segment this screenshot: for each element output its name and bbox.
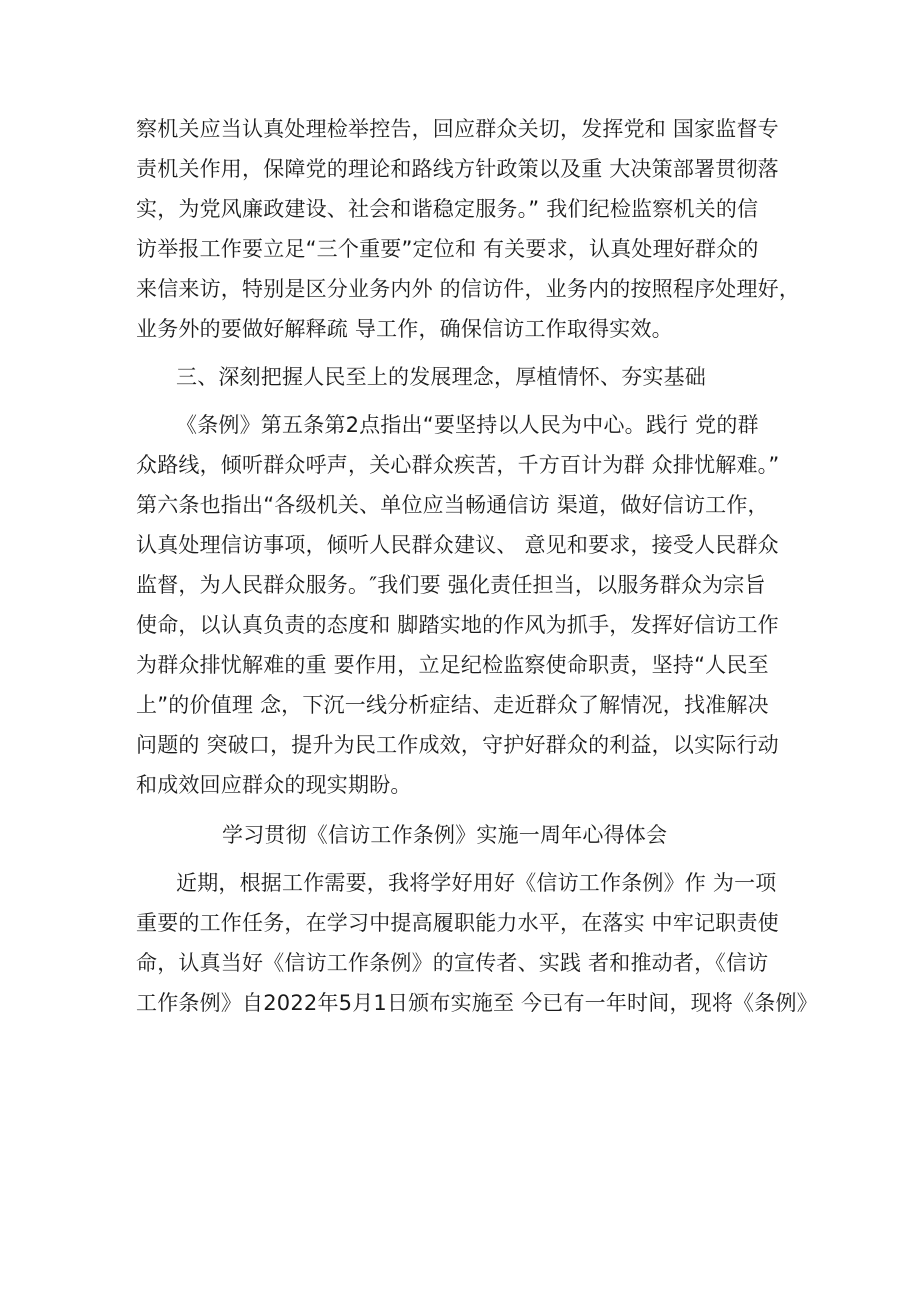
body-line: 工作条例》自2022年5月1日颁布实施至 今已有一年时间，现将《条例》	[136, 991, 818, 1015]
body-line: 访举报工作要立足“三个重要”定位和 有关要求，认真处理好群众的	[136, 237, 759, 261]
article-title: 学习贯彻《信访工作条例》实施一周年心得体会	[222, 823, 668, 847]
section-heading: 三、深刻把握人民至上的发展理念，厚植情怀、夯实基础	[176, 365, 706, 389]
body-line: 上”的价值理 念，下沉一线分析症结、走近群众了解情况，找准解决	[136, 693, 769, 717]
body-line: 监督，为人民群众服务。″我们要 强化责任担当，以服务群众为宗旨	[136, 573, 766, 597]
body-line: 第六条也指出“各级机关、单位应当畅通信访 渠道，做好信访工作，	[136, 493, 769, 517]
body-line: 来信来访，特别是区分业务内外 的信访件，业务内的按照程序处理好，	[136, 277, 801, 301]
body-line: 和成效回应群众的现实期盼。	[136, 773, 412, 797]
body-line: 重要的工作任务，在学习中提高履职能力水平，在落实 中牢记职责使	[136, 911, 779, 935]
body-line: 实，为党风廉政建设、社会和谐稳定服务。” 我们纪检监察机关的信	[136, 197, 759, 221]
body-line: 为群众排忧解难的重 要作用，立足纪检监察使命职责，坚持“人民至	[136, 653, 769, 677]
body-line: 认真处理信访事项，倾听人民群众建议、 意见和要求，接受人民群众	[136, 533, 779, 557]
body-line: 业务外的要做好解释疏 导工作，确保信访工作取得实效。	[136, 317, 673, 341]
body-line: 使命，以认真负责的态度和 脚踏实地的作风为抓手，发挥好信访工作	[136, 613, 779, 637]
body-line: 察机关应当认真处理检举控告，回应群众关切，发挥党和 国家监督专	[136, 117, 779, 141]
body-line: 近期，根据工作需要，我将学好用好《信访工作条例》作 为一项	[176, 871, 777, 895]
body-line: 命，认真当好《信访工作条例》的宣传者、实践 者和推动者，《信访	[136, 951, 769, 975]
body-line: 问题的 突破口，提升为民工作成效，守护好群众的利益，以实际行动	[136, 733, 779, 757]
body-line: 责机关作用，保障党的理论和路线方针政策以及重 大决策部署贯彻落	[136, 157, 779, 181]
body-line: 众路线，倾听群众呼声，关心群众疾苦，千方百计为群 众排忧解难。”	[136, 453, 780, 477]
body-line: 《条例》第五条第2点指出“要坚持以人民为中心。践行 党的群	[176, 413, 759, 437]
